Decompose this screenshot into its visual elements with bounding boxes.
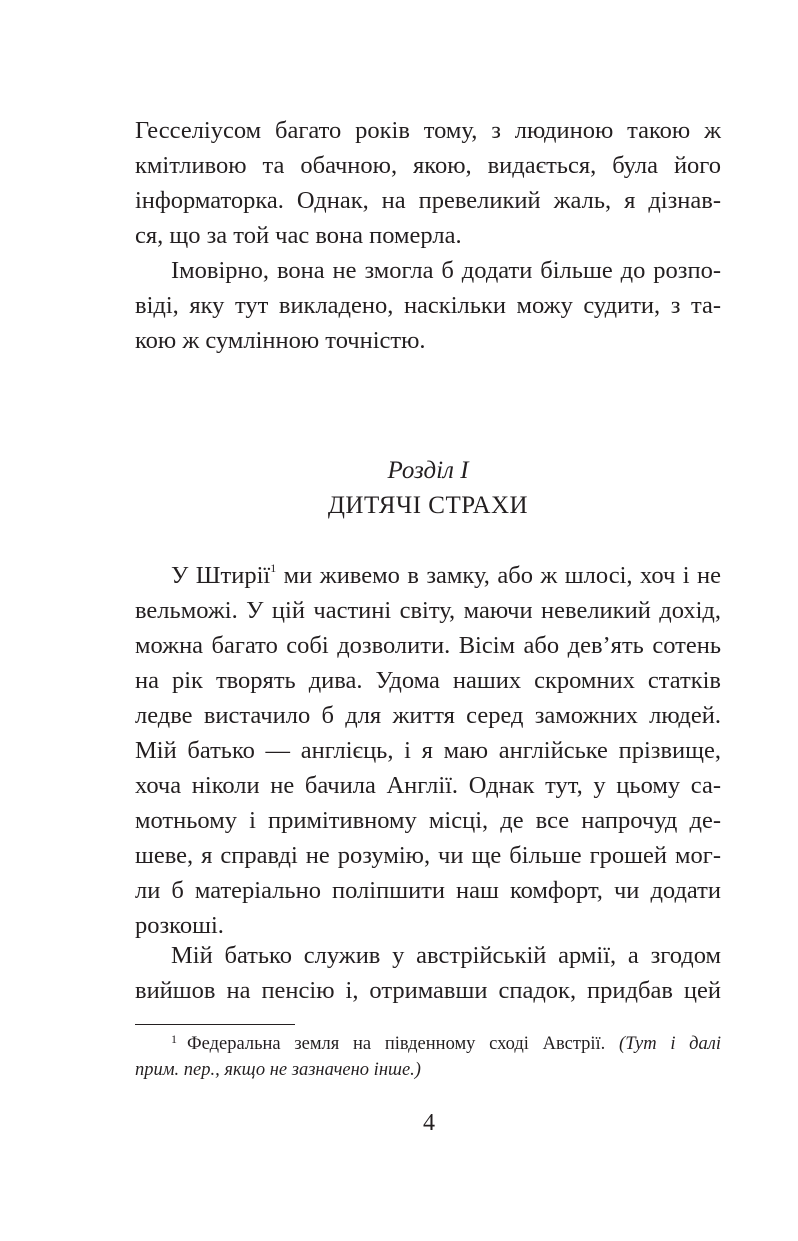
text-line: кмітливою та обачною, якою, видається, була його bbox=[135, 152, 721, 179]
text-line: Мій батько служив у австрійській армії, а згодом bbox=[171, 942, 721, 969]
text-line: інформаторка. Однак, на превеликий жаль, я дізнав- bbox=[135, 187, 721, 214]
text-line: ли б матеріально поліпшити наш комфорт, чи додати bbox=[135, 877, 721, 904]
text-fragment: У Штирії bbox=[171, 562, 271, 589]
chapter-label: Розділ I bbox=[387, 457, 469, 484]
paragraph-continuation bbox=[135, 113, 721, 253]
text-line: хоча ніколи не бачила Англії. Однак тут, у цьому са- bbox=[135, 772, 721, 799]
footnote bbox=[135, 1031, 721, 1083]
paragraph bbox=[135, 253, 721, 358]
chapter-title: ДИТЯЧІ СТРАХИ bbox=[327, 492, 529, 519]
text-line: ся, що за той час вона померла. bbox=[135, 222, 462, 249]
text-fragment: ми живемо в замку, або ж шлосі, хоч і не bbox=[276, 562, 721, 589]
footnote-divider bbox=[135, 1024, 295, 1025]
text-line: віді, яку тут викладено, наскільки можу судити, з та- bbox=[135, 292, 721, 319]
text-line: розкоші. bbox=[135, 912, 224, 939]
text-line: вельможі. У цій частині світу, маючи невеликий дохід, bbox=[135, 597, 721, 624]
footnote-line: прим. пер., якщо не зазначено інше.) bbox=[135, 1060, 421, 1080]
text-line: Гесселіусом багато років тому, з людиною такою ж bbox=[135, 117, 721, 144]
footnote-text: Федеральна земля на південному сході Австрії. bbox=[187, 1034, 620, 1054]
text-line: шеве, я справді не розумію, чи ще більше грошей мог- bbox=[135, 842, 721, 869]
paragraph bbox=[135, 558, 721, 943]
text-line: вийшов на пенсію і, отримавши спадок, придбав цей bbox=[135, 977, 721, 1004]
footnote-line bbox=[135, 1031, 721, 1057]
paragraph bbox=[135, 938, 721, 1008]
text-line: Імовірно, вона не змогла б додати більше до розпо- bbox=[171, 257, 721, 284]
text-line: можна багато собі дозволити. Вісім або дев’ять сотень bbox=[135, 632, 721, 659]
footnote-number: 1 bbox=[171, 1032, 177, 1046]
page-number: 4 bbox=[423, 1110, 435, 1136]
text-line: Мій батько — англієць, і я маю англійське прізвище, bbox=[135, 737, 721, 764]
footnote-text-italic: (Тут і далі bbox=[619, 1034, 721, 1054]
text-line bbox=[135, 558, 721, 593]
text-line: кою ж сумлінною точністю. bbox=[135, 327, 426, 354]
text-line: ледве вистачило б для життя серед заможних людей. bbox=[135, 702, 721, 729]
text-line: мотньому і примітивному місці, де все напрочуд де- bbox=[135, 807, 721, 834]
text-line: на рік творять дива. Удома наших скромних статків bbox=[135, 667, 721, 694]
footnote-reference[interactable]: 1 bbox=[270, 560, 277, 575]
